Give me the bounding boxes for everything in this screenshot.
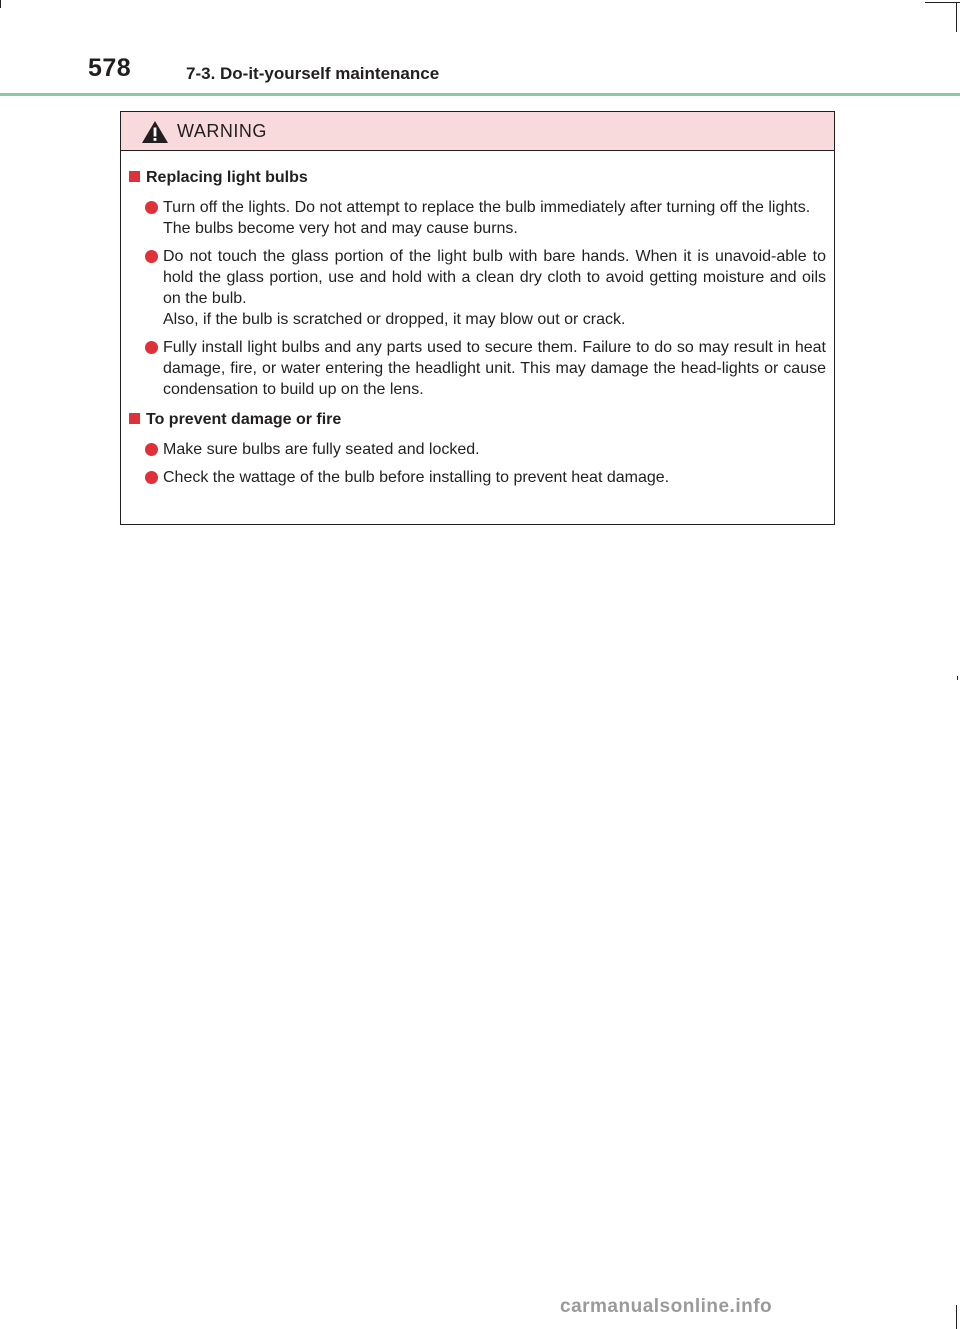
list-item	[145, 439, 826, 460]
section-title: 7-3. Do-it-yourself maintenance	[186, 64, 440, 83]
header-rule	[0, 93, 960, 96]
bullet-text: Make sure bulbs are fully seated and locked.	[163, 441, 480, 458]
section-heading-text: To prevent damage or fire	[146, 411, 342, 428]
round-bullet-icon	[145, 201, 158, 214]
bullet-text-note: Also, if the bulb is scratched or dropped, it may blow out or crack.	[163, 311, 626, 328]
warning-section	[129, 409, 826, 488]
warning-body	[121, 151, 834, 488]
crop-mark	[925, 2, 960, 3]
list-item	[145, 337, 826, 400]
warning-header	[121, 112, 834, 151]
list-item	[145, 467, 826, 488]
section-heading	[129, 167, 826, 189]
crop-mark	[957, 676, 958, 680]
square-bullet-icon	[129, 171, 140, 182]
round-bullet-icon	[145, 443, 158, 456]
list-item	[145, 197, 826, 239]
round-bullet-icon	[145, 341, 158, 354]
square-bullet-icon	[129, 413, 140, 424]
crop-mark	[0, 0, 1, 8]
warning-section	[129, 167, 826, 400]
list-item	[145, 246, 826, 330]
crop-mark	[956, 1305, 957, 1329]
section-heading-text: Replacing light bulbs	[146, 169, 308, 186]
round-bullet-icon	[145, 471, 158, 484]
bullet-text: Fully install light bulbs and any parts used to secure them. Failure to do so may result in heat damage, fire, or water entering the headlight unit. This may damage the head-lights or cause condensation to build up on the lens.	[163, 339, 826, 398]
warning-triangle-icon	[141, 120, 169, 144]
bullet-text: Do not touch the glass portion of the light bulb with bare hands. When it is unavoid-able to hold the glass portion, use and hold with a clean dry cloth to avoid getting moisture and oils on the bulb.	[163, 248, 826, 307]
warning-box	[120, 111, 835, 525]
watermark: carmanualsonline.info	[560, 1296, 773, 1317]
warning-label: WARNING	[177, 121, 267, 141]
crop-mark	[956, 2, 957, 32]
bullet-text: Turn off the lights. Do not attempt to replace the bulb immediately after turning off the lights.	[163, 199, 811, 216]
round-bullet-icon	[145, 250, 158, 263]
page-number: 578	[88, 54, 132, 82]
section-heading	[129, 409, 826, 431]
bullet-text: Check the wattage of the bulb before installing to prevent heat damage.	[163, 469, 670, 486]
bullet-text-note: The bulbs become very hot and may cause burns.	[163, 220, 518, 237]
